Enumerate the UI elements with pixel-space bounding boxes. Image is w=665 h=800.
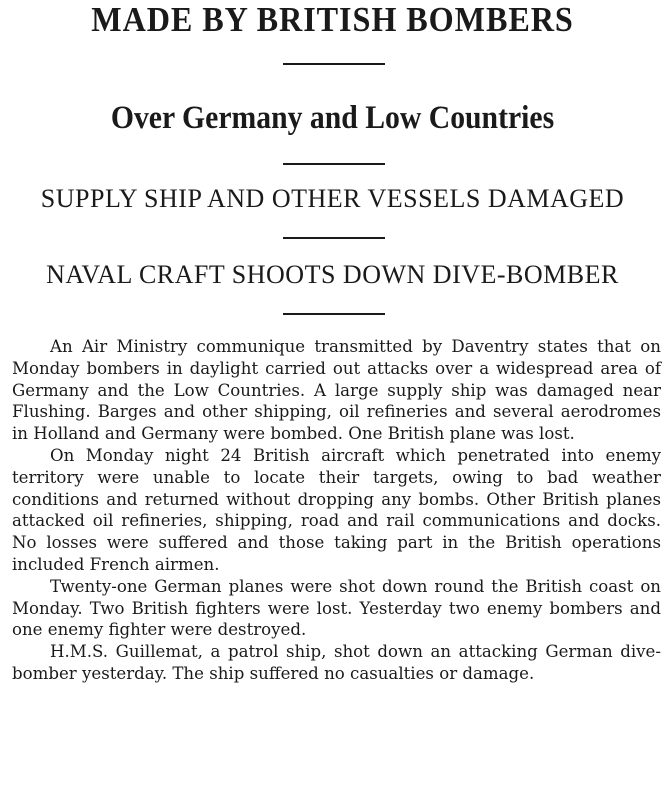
divider-rule (283, 313, 385, 315)
subheadline-naval-craft: NAVAL CRAFT SHOOTS DOWN DIVE-BOMBER (46, 260, 619, 289)
article-paragraph: On Monday night 24 British aircraft which penetrated into enemy territory were unable to locate their targets, owing to bad weather conditions and returned without dropping any bombs. Other British planes attacked oil refineries, shipping, road and rail communications and docks. No losses were suffered and those taking part in the British operations included French airmen. (12, 445, 661, 574)
article-paragraph: An Air Ministry communique transmitted by Daventry states that on Monday bombers in daylight carried out attacks over a widespread area of Germany and the Low Countries. A large supply ship was damaged near Flushing. Barges and other shipping, oil refineries and several aerodromes in Holland and Germany were bombed. One British plane was lost. (12, 337, 661, 444)
subheadline-germany: Over Germany and Low Countries (110, 100, 555, 136)
subheadline-supply-ship: SUPPLY SHIP AND OTHER VESSELS DAMAGED (40, 184, 625, 213)
article-paragraph: H.M.S. Guillemat, a patrol ship, shot down an attacking German dive-bomber yesterday. The ship suffered no casualties or damage. (12, 642, 661, 683)
divider-rule (283, 163, 385, 165)
article-paragraph: Twenty-one German planes were shot down round the British coast on Monday. Two British fighters were lost. Yesterday two enemy bombers and one enemy fighter were destroyed. (12, 576, 661, 640)
divider-rule (283, 237, 385, 239)
article-body (12, 336, 661, 685)
divider-rule (283, 63, 385, 65)
headline: MADE BY BRITISH BOMBERS (91, 0, 574, 39)
